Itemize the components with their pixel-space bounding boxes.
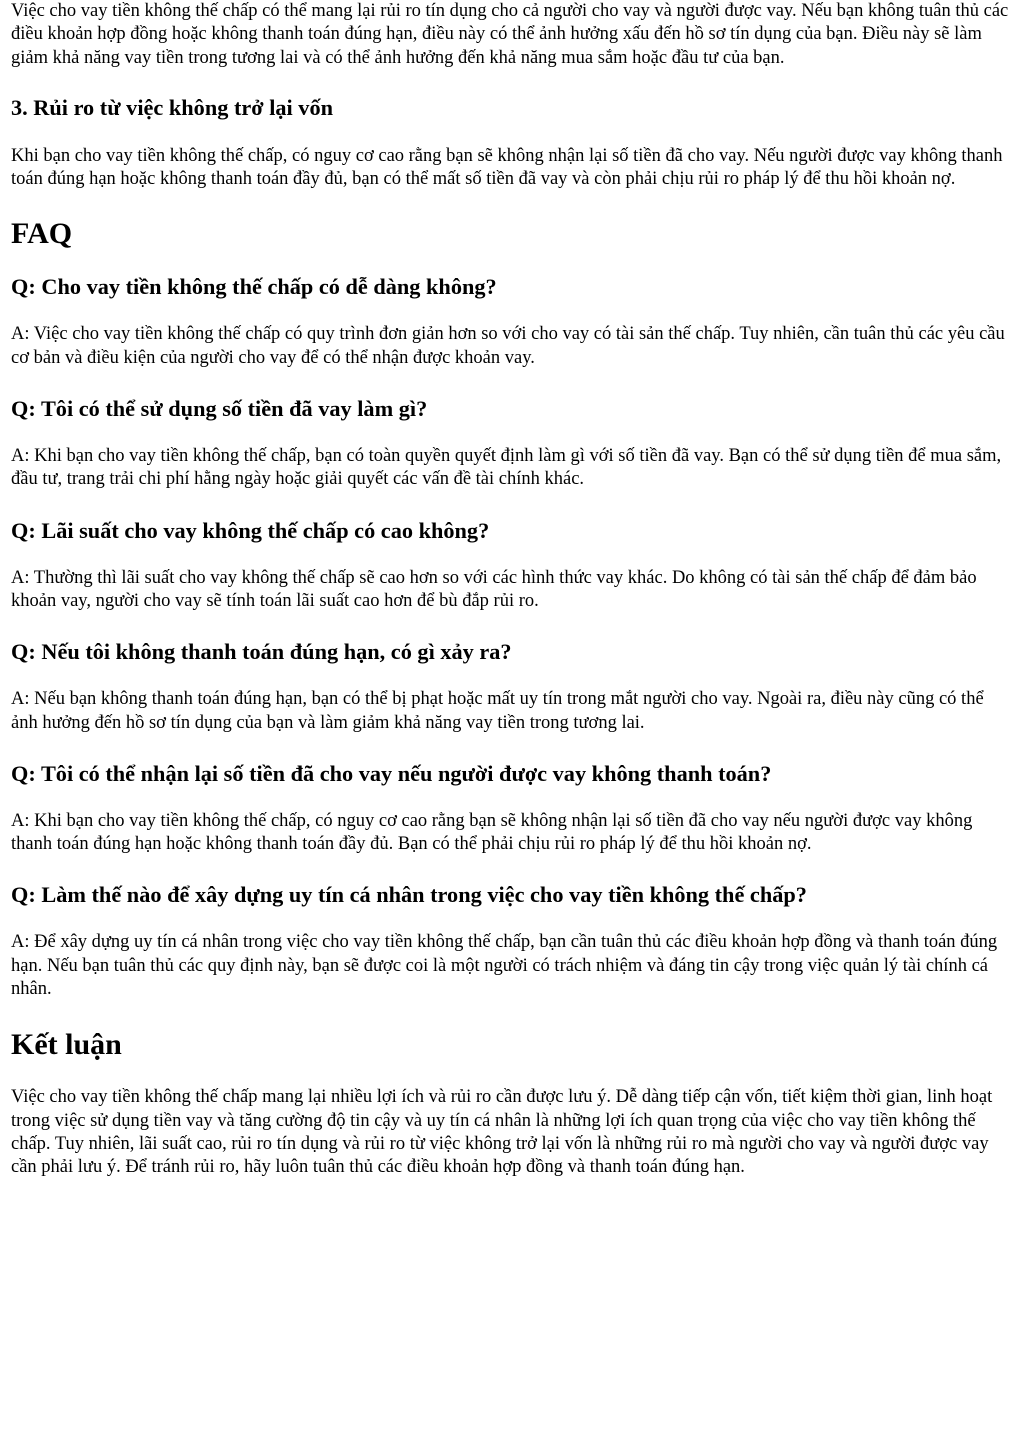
conclusion-paragraph: Việc cho vay tiền không thế chấp mang lại nhiều lợi ích và rủi ro cần được lưu ý. Dễ dàng tiếp cận vốn, tiết kiệm thời gian, linh hoạt trong việc sử dụng tiền vay và tăng cường độ tin cậy và uy tín cá nhân là những lợi ích quan trọng của việc cho vay tiền không thế chấp. Tuy nhiên, lãi suất cao, rủi ro tín dụng và rủi ro từ việc không trở lại vốn là những rủi ro mà người cho vay và người được vay cần phải lưu ý. Để tránh rủi ro, hãy luôn tuân thủ các điều khoản hợp đồng và thanh toán đúng hạn. — [11, 1087, 993, 1178]
faq-question: Q: Làm thế nào để xây dựng uy tín cá nhân trong việc cho vay tiền không thế chấp? — [11, 882, 807, 908]
faq-heading: FAQ — [11, 217, 73, 251]
faq-answer: A: Việc cho vay tiền không thế chấp có quy trình đơn giản hơn so với cho vay có tài sản thế chấp. Tuy nhiên, cần tuân thủ các yêu cầu cơ bản và điều kiện của người cho vay để có thể nhận được khoản vay. — [11, 324, 1005, 368]
faq-question: Q: Nếu tôi không thanh toán đúng hạn, có gì xảy ra? — [11, 639, 512, 665]
faq-question: Q: Cho vay tiền không thế chấp có dễ dàng không? — [11, 274, 497, 300]
faq-answer: A: Thường thì lãi suất cho vay không thế chấp sẽ cao hơn so với các hình thức vay khác. Do không có tài sản thế chấp để đảm bảo khoản vay, người cho vay sẽ tính toán lãi suất cao hơn để bù đắp rủi ro. — [11, 567, 977, 611]
section-paragraph-risk-capital: Khi bạn cho vay tiền không thế chấp, có nguy cơ cao rằng bạn sẽ không nhận lại số tiền đã cho vay. Nếu người được vay không thanh toán đúng hạn hoặc không thanh toán đầy đủ, bạn có thể mất số tiền đã vay và còn phải chịu rủi ro pháp lý để thu hồi khoản nợ. — [11, 145, 1003, 190]
faq-answer: A: Khi bạn cho vay tiền không thế chấp, có nguy cơ cao rằng bạn sẽ không nhận lại số tiền đã cho vay nếu người được vay không thanh toán đúng hạn hoặc không thanh toán đầy đủ. Bạn có thể phải chịu rủi ro pháp lý để thu hồi khoản nợ. — [11, 810, 973, 855]
conclusion-heading: Kết luận — [11, 1028, 122, 1062]
section-heading-risk-capital: 3. Rủi ro từ việc không trở lại vốn — [11, 94, 333, 120]
faq-answer: A: Nếu bạn không thanh toán đúng hạn, bạn có thể bị phạt hoặc mất uy tín trong mắt người cho vay. Ngoài ra, điều này cũng có thể ảnh hưởng đến hồ sơ tín dụng của bạn và làm giảm khả năng vay tiền trong tương lai. — [11, 689, 984, 733]
faq-question: Q: Tôi có thể sử dụng số tiền đã vay làm gì? — [11, 396, 428, 422]
faq-answer: A: Để xây dựng uy tín cá nhân trong việc cho vay tiền không thế chấp, bạn cần tuân thủ các điều khoản hợp đồng và thanh toán đúng hạn. Nếu bạn tuân thủ các quy định này, bạn sẽ được coi là một người có trách nhiệm và đáng tin cậy trong việc quản lý tài chính cá nhân. — [11, 932, 998, 1000]
faq-answer: A: Khi bạn cho vay tiền không thế chấp, bạn có toàn quyền quyết định làm gì với số tiền đã vay. Bạn có thể sử dụng tiền để mua sắm, đầu tư, trang trải chi phí hằng ngày hoặc giải quyết các vấn đề tài chính khác. — [11, 446, 1002, 490]
faq-question: Q: Tôi có thể nhận lại số tiền đã cho vay nếu người được vay không thanh toán? — [11, 760, 772, 786]
intro-paragraph: Việc cho vay tiền không thế chấp có thể mang lại rủi ro tín dụng cho cả người cho vay và người được vay. Nếu bạn không tuân thủ các điều khoản hợp đồng hoặc không thanh toán đúng hạn, điều này có thể ảnh hưởng xấu đến hồ sơ tín dụng của bạn. Điều này sẽ làm giảm khả năng vay tiền trong tương lai và có thể ảnh hưởng đến khả năng mua sắm hoặc đầu tư của bạn. — [11, 1, 1009, 68]
faq-question: Q: Lãi suất cho vay không thế chấp có cao không? — [11, 517, 490, 543]
faq-list — [11, 274, 1013, 1001]
